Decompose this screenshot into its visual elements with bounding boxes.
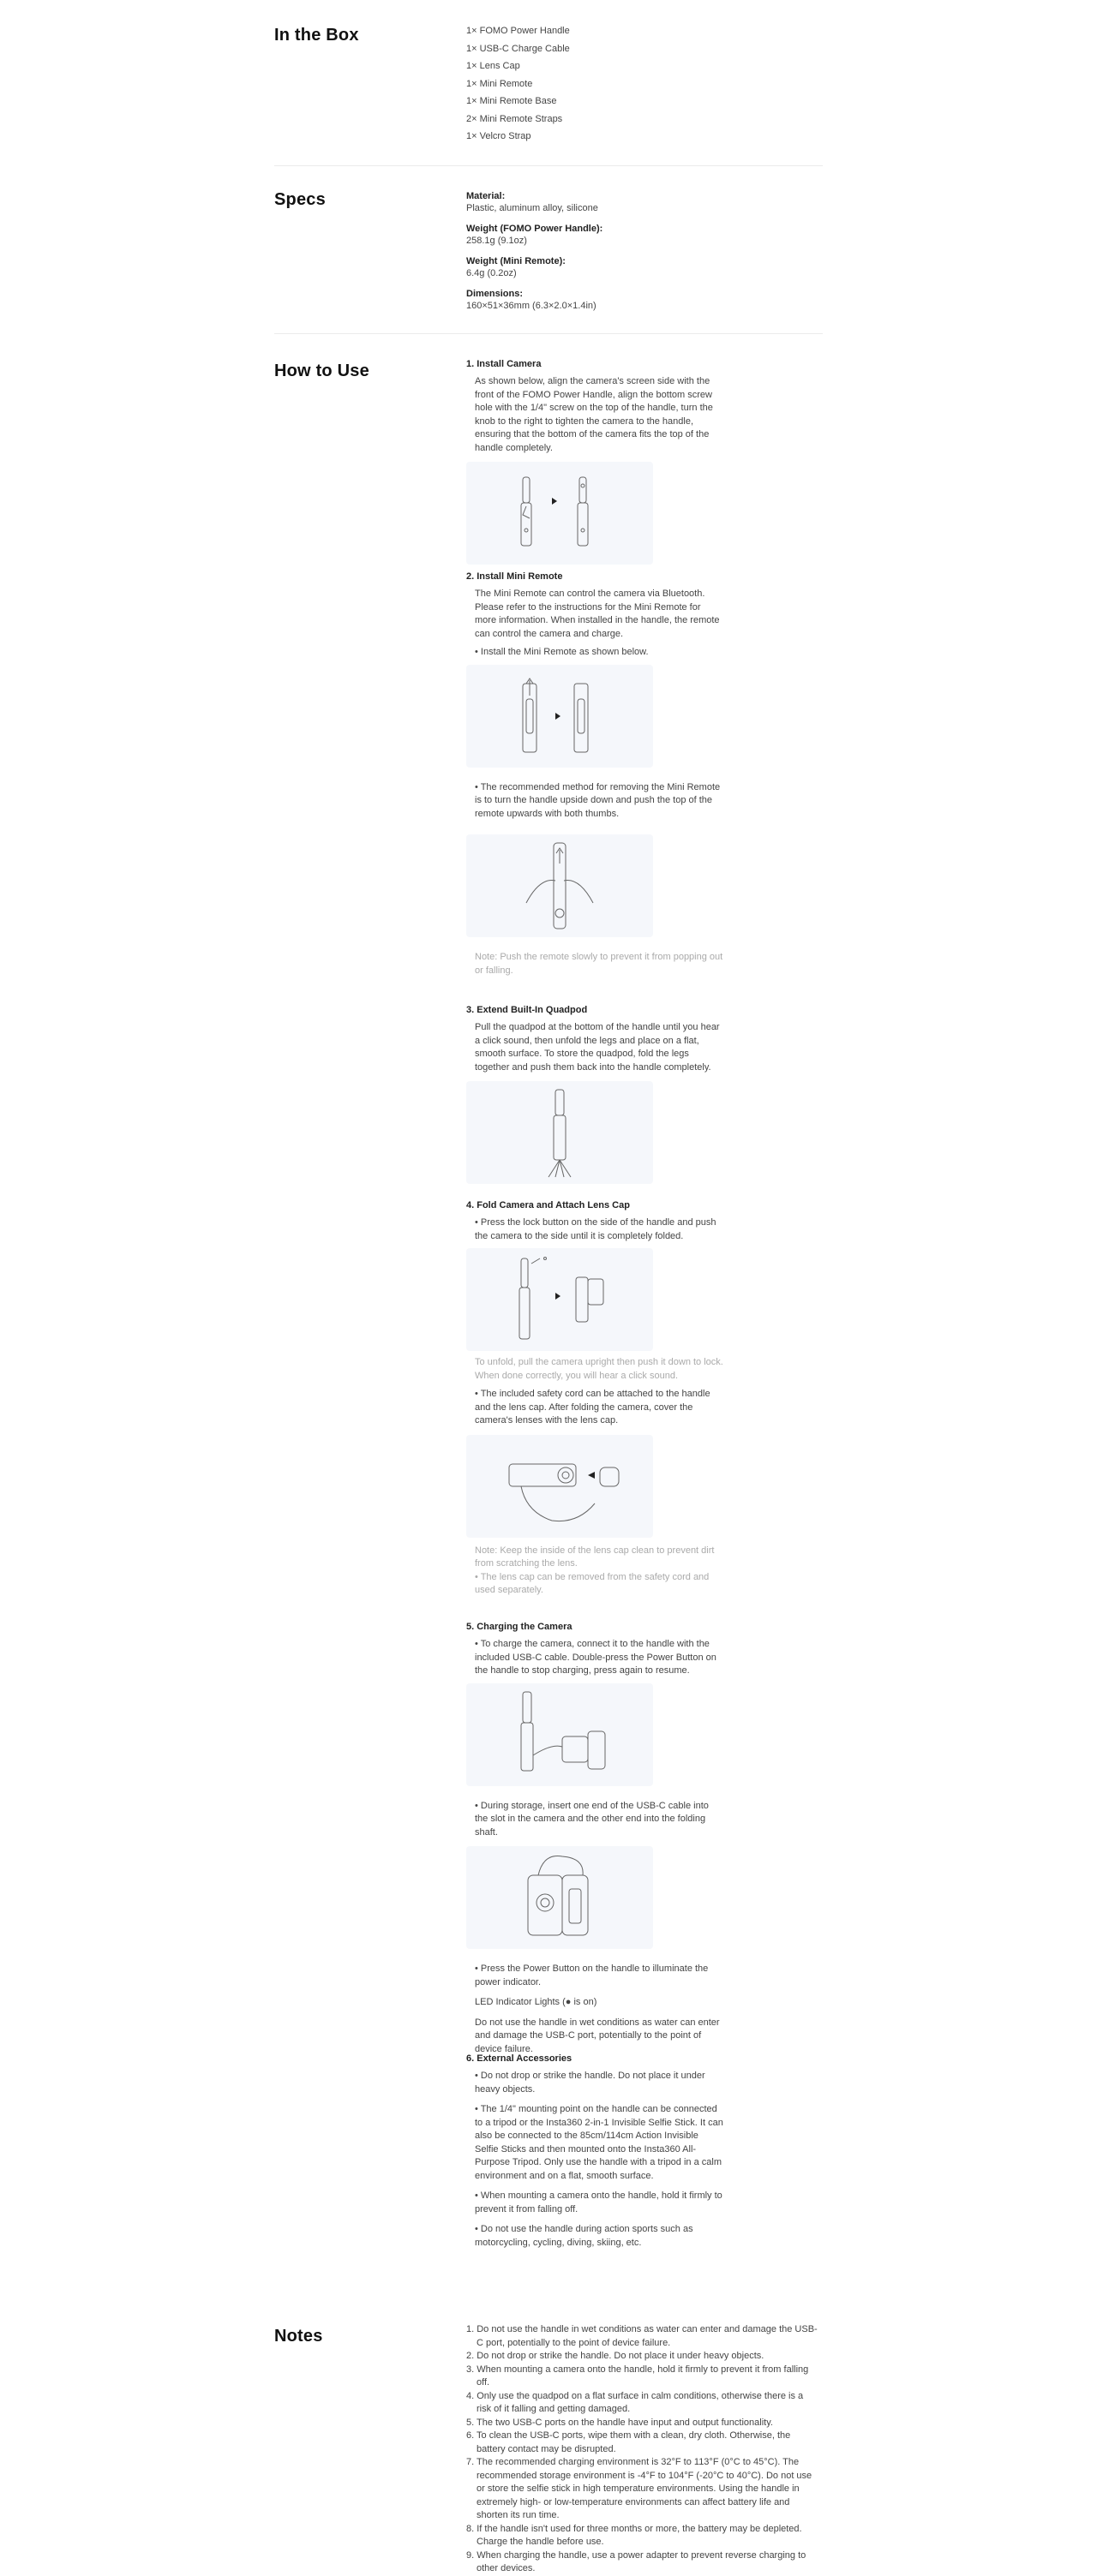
list-item: 1× Lens Cap	[466, 61, 520, 71]
step-heading: 4. Fold Camera and Attach Lens Cap	[466, 1200, 630, 1210]
step-heading: 2. Install Mini Remote	[466, 571, 563, 582]
figure-quadpod	[466, 1081, 653, 1184]
spec-label: Material:	[466, 191, 506, 201]
spec-dimensions	[466, 288, 823, 312]
how-to-use-section	[274, 358, 823, 2277]
list-item: 8. If the handle isn't used for three months or more, the battery may be depleted. Charge the handle before use.	[466, 2523, 802, 2547]
figure-install-remote	[466, 665, 653, 768]
step-heading: 3. Extend Built-In Quadpod	[466, 1005, 588, 1015]
divider	[274, 333, 823, 334]
list-item: 1× FOMO Power Handle	[466, 26, 570, 36]
spec-weight-remote	[466, 255, 823, 279]
step-install-camera	[466, 358, 823, 565]
spec-value: 258.1g (9.1oz)	[466, 236, 527, 246]
list-item: 7. The recommended charging environment is 32°F to 113°F (0°C to 45°C). The recommended storage environment is -4°F to 104°F (-20°C to 40°C). Do not use or store the selfie stick in high temperature environments. Using the handle in extremely high- or low-temperature environments can affect battery life and shorten its run time.	[466, 2457, 812, 2520]
in-the-box-body	[466, 22, 823, 146]
spec-value: 160×51×36mm (6.3×2.0×1.4in)	[466, 301, 596, 311]
notes-body	[466, 2323, 823, 2576]
step-bullet: • Install the Mini Remote as shown below.	[475, 647, 649, 657]
spec-value: 6.4g (0.2oz)	[466, 268, 517, 278]
in-the-box-section	[274, 22, 823, 151]
spec-label: Dimensions:	[466, 289, 524, 299]
step-note: To unfold, pull the camera upright then push it down to lock. When done correctly, you will hear a click sound.	[475, 1357, 723, 1381]
step-extend-quadpod	[466, 1004, 823, 1184]
step-note: • The lens cap can be removed from the safety cord and used separately.	[475, 1571, 710, 1595]
step-external-accessories	[466, 2053, 823, 2250]
list-item: 9. When charging the handle, use a power adapter to prevent reverse charging to other devices.	[466, 2549, 806, 2573]
step-heading: 6. External Accessories	[466, 2053, 572, 2064]
list-item: 1× Mini Remote	[466, 78, 533, 89]
how-to-use-title: How to Use	[274, 362, 369, 380]
notes-title: Notes	[274, 2327, 323, 2346]
step-bullet: • During storage, insert one end of the USB-C cable into the slot in the camera and the other end into the folding shaft.	[475, 1800, 709, 1838]
step-bullet: • The 1/4" mounting point on the handle can be connected to a tripod or the Insta360 2-in-1 Invisible Selfie Stick. It can also be connected to the 85cm/114cm Action Invisible Selfie Sticks and then mounted onto the Insta360 All-Purpose Tripod. Only use the handle with a tripod in a calm environment and on a flat, smooth surface.	[475, 2104, 723, 2181]
step-bullet: • Press the Power Button on the handle to illuminate the power indicator.	[475, 1963, 709, 1987]
list-item: 6. To clean the USB-C ports, wipe them with a clean, dry cloth. Otherwise, the battery contact may be disrupted.	[466, 2430, 791, 2454]
step-bullet: • The recommended method for removing the Mini Remote is to turn the handle upside down and push the top of the remote upwards with both thumbs.	[475, 781, 721, 819]
list-item: 1. Do not use the handle in wet conditions as water can enter and damage the USB-C port, potentially to the point of device failure.	[466, 2324, 818, 2348]
step-bullet: • Do not drop or strike the handle. Do not place it under heavy objects.	[475, 2071, 705, 2095]
spec-value: Plastic, aluminum alloy, silicone	[466, 203, 598, 213]
step-text: As shown below, align the camera's screen side with the front of the FOMO Power Handle, align the bottom screw hole with the 1/4" screw on the top of the handle, turn the knob to the right to tighten the camera to the handle, ensuring that the bottom of the camera fits the top of the handle completely.	[475, 376, 713, 453]
spec-label: Weight (Mini Remote):	[466, 256, 566, 266]
step-note: Note: Push the remote slowly to prevent it from popping out or falling.	[475, 952, 723, 976]
step-charging	[466, 1621, 823, 2056]
list-item: 1× Velcro Strap	[466, 131, 531, 141]
figure-charging	[466, 1683, 653, 1786]
notes-section	[274, 2323, 823, 2573]
step-text: Pull the quadpod at the bottom of the handle until you hear a click sound, then unfold the legs and place on a flat, smooth surface. To store the quadpod, fold the legs together and push them back into the handle completely.	[475, 1022, 720, 1073]
specs-body	[466, 190, 823, 320]
step-heading: 1. Install Camera	[466, 359, 542, 369]
spec-label: Weight (FOMO Power Handle):	[466, 224, 603, 234]
figure-remove-remote	[466, 834, 653, 937]
list-item: 1× Mini Remote Base	[466, 96, 557, 106]
step-warning: Do not use the handle in wet conditions as water can enter and damage the USB-C port, potentially to the point of device failure.	[475, 2017, 720, 2054]
specs-section	[274, 187, 823, 315]
step-text: The Mini Remote can control the camera via Bluetooth. Please refer to the instructions for the Mini Remote for more information. When installed in the handle, the remote can control the camera and charge.	[475, 589, 720, 639]
box-list	[466, 22, 823, 146]
spec-weight-handle	[466, 223, 823, 247]
step-heading: 5. Charging the Camera	[466, 1622, 572, 1632]
step-bullet: • Press the lock button on the side of the handle and push the camera to the side until it is completely folded.	[475, 1217, 716, 1241]
step-install-remote	[466, 571, 823, 977]
specs-title: Specs	[274, 190, 326, 209]
list-item: 4. Only use the quadpod on a flat surface in calm conditions, otherwise there is a risk of it falling and getting damaged.	[466, 2390, 804, 2414]
list-item: 2× Mini Remote Straps	[466, 113, 563, 124]
list-item: 3. When mounting a camera onto the handle, hold it firmly to prevent it from falling off.	[466, 2364, 809, 2388]
divider	[274, 165, 823, 166]
in-the-box-title: In the Box	[274, 26, 359, 45]
notes-list	[466, 2323, 823, 2576]
figure-storage	[466, 1846, 653, 1949]
list-item: 2. Do not drop or strike the handle. Do not place it under heavy objects.	[466, 2351, 764, 2361]
step-bullet: • When mounting a camera onto the handle, hold it firmly to prevent it from falling off.	[475, 2190, 722, 2214]
step-bullet: • The included safety cord can be attached to the handle and the lens cap. After folding the camera, cover the camera's lenses with the lens cap.	[475, 1389, 710, 1425]
led-indicator-label: LED Indicator Lights (● is on)	[475, 1997, 597, 2007]
figure-install-camera	[466, 462, 653, 565]
step-note: Note: Keep the inside of the lens cap clean to prevent dirt from scratching the lens.	[475, 1545, 715, 1569]
step-bullet: • Do not use the handle during action sports such as motorcycling, cycling, diving, skiing, etc.	[475, 2224, 693, 2248]
step-bullet: • To charge the camera, connect it to the handle with the included USB-C cable. Double-press the Power Button on the handle to stop charging, press again to resume.	[475, 1639, 716, 1676]
step-fold-camera	[466, 1199, 823, 1598]
figure-fold-camera	[466, 1248, 653, 1351]
list-item: 5. The two USB-C ports on the handle have input and output functionality.	[466, 2417, 773, 2428]
figure-lens-cap	[466, 1435, 653, 1538]
spec-material	[466, 190, 823, 214]
list-item: 1× USB-C Charge Cable	[466, 43, 570, 54]
